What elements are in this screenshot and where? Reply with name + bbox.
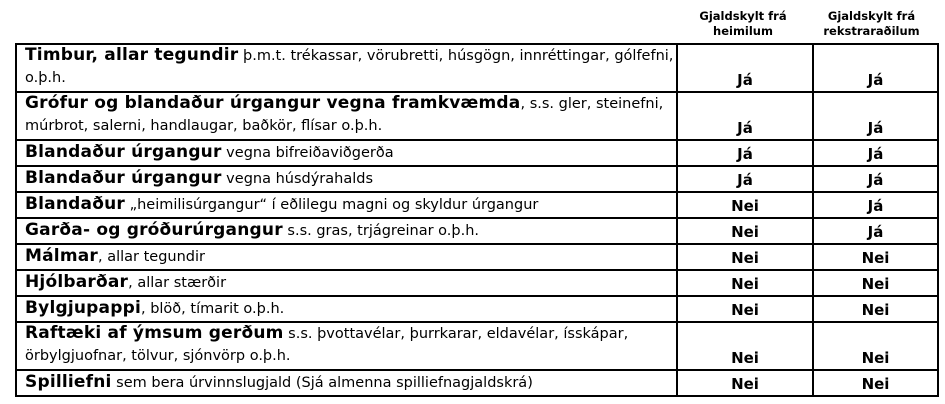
rekstur-value: Já: [813, 166, 938, 192]
table-row: [16, 218, 938, 244]
item-name: Blandaður úrgangur: [25, 142, 222, 162]
heimili-value: Já: [677, 44, 813, 92]
item-cell: [16, 140, 677, 166]
table-row: [16, 166, 938, 192]
table-row: [16, 44, 938, 92]
item-desc: vegna húsdýrahalds: [221, 171, 374, 187]
item-name: Timbur, allar tegundir: [25, 45, 239, 65]
heimili-value: Nei: [677, 370, 813, 396]
column-header-rekstur: Gjaldskylt frá rekstraraðilum: [823, 9, 920, 38]
rekstur-value: Nei: [813, 270, 938, 296]
table-row: [16, 296, 938, 322]
rekstur-value: Já: [813, 192, 938, 218]
heimili-value: Já: [677, 140, 813, 166]
table-row: [16, 92, 938, 140]
item-desc: , blöð, tímarit o.þ.h.: [140, 301, 285, 317]
heimili-value: Nei: [677, 270, 813, 296]
heimili-value: Já: [677, 166, 813, 192]
item-desc: s.s. þvottavélar, þurrkarar, eldavélar, ísskápar, örbylgjuofnar, tölvur, sjónvörp o.þ.h.: [25, 326, 629, 364]
item-desc: „heimilisúrgangur“ í eðlilegu magni og skyldur úrgangur: [124, 197, 539, 213]
table-row: [16, 322, 938, 370]
heimili-value: Nei: [677, 192, 813, 218]
table-row: [16, 370, 938, 396]
item-name: Garða- og gróðurúrgangur: [25, 220, 283, 240]
item-cell: [16, 218, 677, 244]
item-cell: [16, 244, 677, 270]
item-desc: , allar stærðir: [128, 275, 227, 291]
table-row: [16, 140, 938, 166]
heimili-value: Nei: [677, 322, 813, 370]
heimili-value: Nei: [677, 296, 813, 322]
item-cell: [16, 92, 677, 140]
heimili-value: Nei: [677, 244, 813, 270]
rekstur-value: Nei: [813, 296, 938, 322]
rekstur-value: Já: [813, 92, 938, 140]
rekstur-value: Nei: [813, 322, 938, 370]
rekstur-value: Já: [813, 218, 938, 244]
item-name: Grófur og blandaður úrgangur vegna framkvæmda: [25, 93, 521, 113]
rekstur-value: Já: [813, 44, 938, 92]
table-row: [16, 192, 938, 218]
item-desc: , s.s. gler, steinefni, múrbrot, salerni, handlaugar, baðkör, flísar o.þ.h.: [25, 96, 664, 134]
rekstur-value: Nei: [813, 244, 938, 270]
item-cell: [16, 44, 677, 92]
rekstur-value: Já: [813, 140, 938, 166]
item-name: Blandaður úrgangur: [25, 168, 222, 188]
item-cell: [16, 270, 677, 296]
rekstur-value: Nei: [813, 370, 938, 396]
item-desc: , allar tegundir: [98, 249, 206, 265]
item-desc: þ.m.t. trékassar, vörubretti, húsgögn, innréttingar, gólfefni, o.þ.h.: [25, 48, 674, 86]
item-desc: vegna bifreiðaviðgerða: [221, 145, 394, 161]
fee-table: [15, 43, 939, 397]
item-cell: [16, 166, 677, 192]
heimili-value: Já: [677, 92, 813, 140]
item-cell: [16, 322, 677, 370]
item-cell: [16, 192, 677, 218]
item-desc: s.s. gras, trjágreinar o.þ.h.: [282, 223, 480, 239]
item-name: Bylgjupappi: [25, 298, 141, 318]
item-name: Málmar: [25, 246, 98, 266]
item-desc: sem bera úrvinnslugjald (Sjá almenna spilliefnagjaldskrá): [111, 375, 533, 391]
table-row: [16, 270, 938, 296]
column-header-heimili: Gjaldskylt frá heimilum: [699, 9, 787, 38]
item-name: Spilliefni: [25, 372, 112, 392]
item-name: Raftæki af ýmsum gerðum: [25, 323, 284, 343]
item-cell: [16, 296, 677, 322]
item-cell: [16, 370, 677, 396]
item-name: Blandaður: [25, 194, 125, 214]
table-row: [16, 244, 938, 270]
item-name: Hjólbarðar: [25, 272, 129, 292]
heimili-value: Nei: [677, 218, 813, 244]
